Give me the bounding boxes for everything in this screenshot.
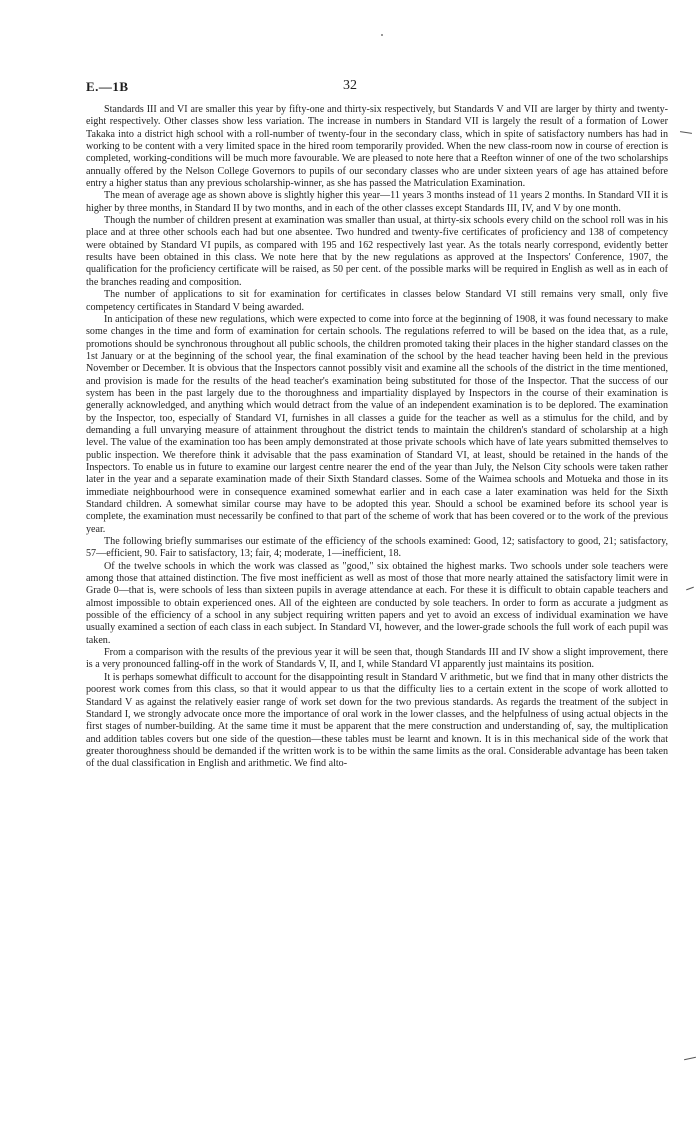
margin-mark xyxy=(686,587,694,591)
paragraph: Of the twelve schools in which the work was classed as "good," six obtained the highest marks. Two schools under sole teachers were among those that attained distinction. The five most inefficient as well as most of those that more nearly attained the satisfactory limit were in Grade 0—that is, were schools of less than sixteen pupils in average attendance at each. For these it is difficult to obtain capable teachers and almost impossible to obtain experienced ones. All of the eighteen are conducted by sole teachers. In order to form as accurate a judgment as possible of the efficiency of a school in any subject requiring written papers and yet to avoid an excess of individual examination we have usually examined a section of each class in each subject. In Standard VI, however, and the lower-grade schools the full work of each pupil was taken. xyxy=(86,560,668,646)
margin-mark xyxy=(684,1057,696,1060)
paragraph: Standards III and VI are smaller this year by fifty-one and thirty-six respectively, but Standards V and VII are larger by thirty and twenty-eight respectively. Other classes show less variation. The increase in numbers in Standard VII is largely the result of a formation of Lower Takaka into a district high school with a roll-number of twenty-four in the secondary class, which in spite of satisfactory numbers has had in working to be content with a very limited space in the hired room temporarily provided. When the new class-room now in course of erection is completed, working-conditions will be much more favourable. We are pleased to note here that a Reefton winner of one of the two scholarships annually offered by the Nelson College Governors to pupils of our secondary classes who are under sixteen years of age has attained before entry a higher status than any previous scholarship-winner, as she has passed the Matriculation Examination. xyxy=(86,104,668,190)
paragraph: The following briefly summarises our estimate of the efficiency of the schools examined: Good, 12; satisfactory to good, 21; satisfactory, 57—efficient, 90. Fair to satisfactory, 13; fair, 4; moderate, 1—inefficient, 18. xyxy=(86,536,668,560)
paragraph: The mean of average age as shown above is slightly higher this year—11 years 3 months instead of 11 years 2 months. In Standard VII it is higher by three months, in Standard II by two months, and in each of the other classes except Standards III, IV, and V by one month. xyxy=(86,190,668,214)
paragraph: From a comparison with the results of the previous year it will be seen that, though Standards III and IV show a slight improvement, there is a very pronounced falling-off in the work of Standards V, II, and I, while Standard VI apparently just maintains its position. xyxy=(86,647,668,671)
paragraph: Though the number of children present at examination was smaller than usual, at thirty-six schools every child on the school roll was in his place and at three other schools each had but one absentee. Two hundred and twenty-five certificates of proficiency and 138 of competency were obtained by Standard VI pupils, as compared with 195 and 162 respectively last year. As the totals nearly correspond, evidently better results have been obtained in this class. We note here that by the new regulations as approved at the Inspectors' Conference, 1907, the qualification for the proficiency certificate will be raised, as 50 per cent. of the possible marks will be required in English as well as in each of the branches reading and composition. xyxy=(86,215,668,288)
paragraph: The number of applications to sit for examination for certificates in classes below Standard VI still remains very small, only five competency certificates in Standard V being awarded. xyxy=(86,289,668,313)
scan-dot xyxy=(381,34,383,36)
margin-mark xyxy=(680,131,692,134)
page-number: 32 xyxy=(343,78,357,93)
paragraph: In anticipation of these new regulations, which were expected to come into force at the beginning of 1908, it was found necessary to make some changes in the time and form of examination for certain schools. The regulations referred to will be based on the idea that, as a rule, promotions should be synchronous throughout all public schools, the children promoted taking their places in the higher standard classes on the 1st January or at the beginning of the school year, the final examination of the school by the head teacher having been held in the previous November or December. It is obvious that the Inspectors cannot possibly visit and examine all the schools of the district in the time mentioned, and provision is made for the results of the head teacher's examination being substituted for those of the Inspector. That the success of our system has been in the past largely due to the thoroughness and impartiality displayed by Inspectors in the course of their examination is generally acknowledged, and anything which would detract from the value of an independent examination is to be deplored. The examination by the Inspector, too, especially of Standard VI, furnishes in all classes a guide for the teacher as well as a stimulus for the child, and by demanding a full unvarying measure of attainment throughout the district tends to maintain the children's standard of scholarship at a high level. The value of the examination too has been amply demonstrated at those private schools which have of late years submitted themselves to public inspection. We therefore think it advisable that the pass examination of Standard VI, at least, should be retained in the hands of the Inspectors. To enable us in future to examine our largest centre nearer the end of the year than July, the Nelson City schools were taken rather later in the year and a separate examination made of their Sixth Standard classes. Some of the Waimea schools and Motueka and those in its immediate neighbourhood were in consequence examined somewhat earlier and in each case a later examination was held for the Sixth Standard children. A somewhat similar course may have to be adopted this year. Should a school be examined before its school year is complete, the examination must necessarily be confined to that part of the scheme of work that has been covered or to the work of the previous year. xyxy=(86,313,668,535)
body-text xyxy=(86,104,668,771)
document-reference: E.—1B xyxy=(86,79,129,94)
paragraph: It is perhaps somewhat difficult to account for the disappointing result in Standard V arithmetic, but we find that in many other districts the poorest work comes from this class, so that it would appear to us that the difficulty lies to a certain extent in the scope of work allotted to Standard V as against the relatively easier range of work set down for the two previous standards. As regards the treatment of the subject in Standard I, we strongly advocate once more the importance of oral work in the lower classes, and the helpfulness of using actual objects in the first stages of number-building. At the same time it must be apparent that the mere construction and understanding of, say, the multiplication and addition tables covers but one side of the question—these tables must be learnt and known. It is in this mechanical side of the work that greater thoroughness should be demanded if the written work is to be within the same limits as the oral. Considerable advantage has been taken of the dual classification in English and arithmetic. We find alto- xyxy=(86,671,668,770)
